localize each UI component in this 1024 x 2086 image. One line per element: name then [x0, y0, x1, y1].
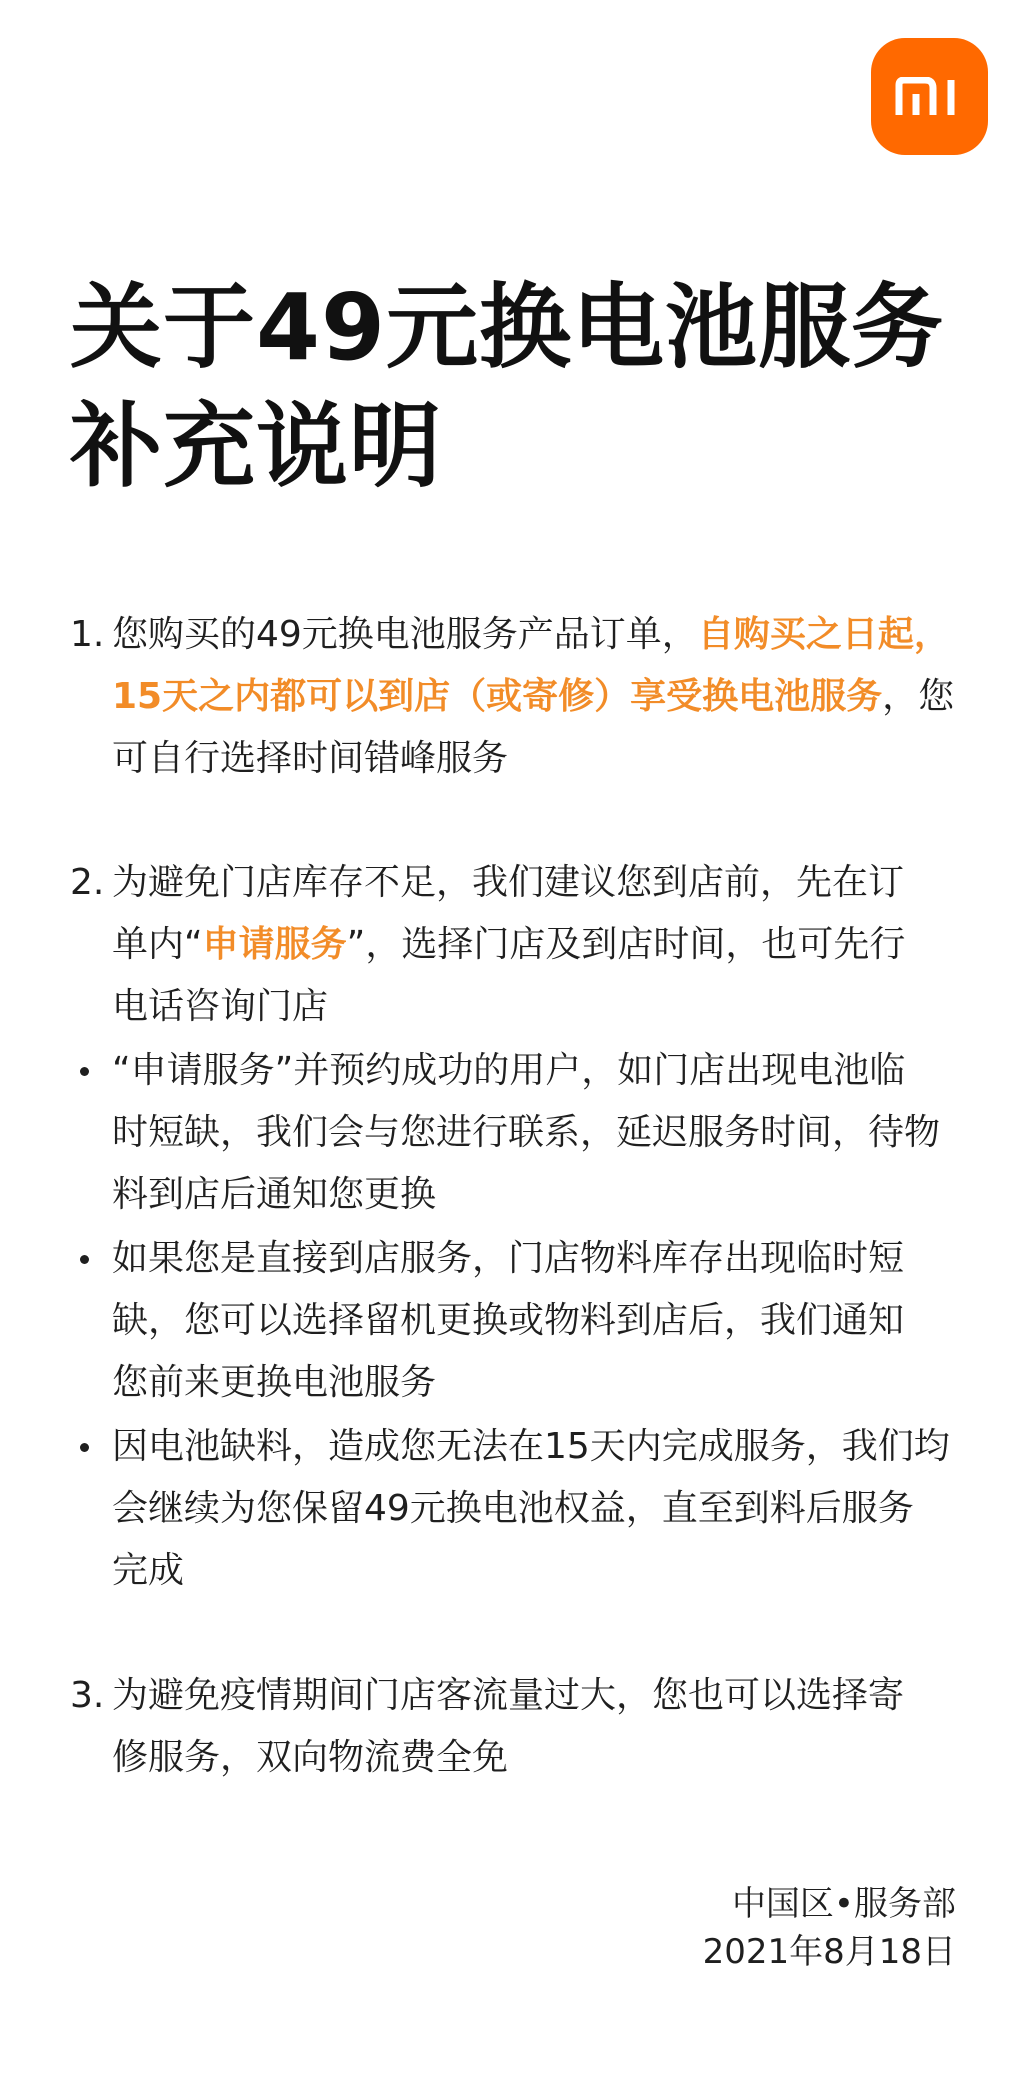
department-name: 中国区•服务部	[731, 1884, 956, 1924]
text-segment: 电话咨询门店	[112, 986, 329, 1027]
item-line	[112, 976, 992, 1038]
bullet-line: 因电池缺料，造成您无法在15天内完成服务，我们均	[112, 1426, 950, 1467]
highlight-text: 申请服务	[202, 924, 347, 965]
mi-logo-mark	[895, 77, 965, 117]
item-line	[112, 604, 992, 666]
item-line	[112, 666, 992, 728]
mi-logo	[871, 38, 988, 155]
bullet-line: 会继续为您保留49元换电池权益，直至到料后服务	[112, 1488, 914, 1529]
item-line	[112, 914, 992, 976]
highlight-text: 自购买之日起，	[697, 614, 950, 655]
item-line	[112, 1665, 992, 1727]
text-segment: 修服务，双向物流费全免	[112, 1737, 509, 1778]
item-line	[112, 728, 992, 790]
text-segment: 单内“	[112, 924, 203, 965]
text-segment: 为避免疫情期间门店客流量过大，您也可以选择寄	[112, 1675, 905, 1716]
item-line	[112, 1727, 992, 1789]
title-line-2: 补充说明	[70, 393, 443, 500]
page-title	[70, 268, 950, 506]
bullet-line: 时短缺，我们会与您进行联系，延迟服务时间，待物	[112, 1112, 941, 1153]
signature-block	[703, 1880, 956, 1976]
issue-date: 2021年8月18日	[702, 1932, 956, 1972]
item-text	[112, 604, 992, 790]
item-number: 3.	[70, 1675, 105, 1716]
text-segment: ”，选择门店及到店时间，也可先行	[346, 924, 906, 965]
item-number: 1.	[70, 614, 105, 655]
bullet-text	[112, 1040, 992, 1226]
bullet-dot	[80, 1255, 89, 1264]
bullet-text	[112, 1416, 992, 1602]
bullet-line: “申请服务”并预约成功的用户，如门店出现电池临	[112, 1050, 906, 1091]
title-line-1: 关于49元换电池服务	[70, 274, 945, 381]
text-segment: 为避免门店库存不足，我们建议您到店前，先在订	[112, 862, 905, 903]
bullet-line: 缺，您可以选择留机更换或物料到店后，我们通知	[112, 1300, 905, 1341]
text-segment: 可自行选择时间错峰服务	[112, 738, 509, 779]
highlight-text: 15天之内都可以到店（或寄修）享受换电池服务	[112, 676, 883, 717]
bullet-line: 如果您是直接到店服务，门店物料库存出现临时短	[112, 1238, 905, 1279]
bullet-line: 料到店后通知您更换	[112, 1174, 437, 1215]
item-number: 2.	[70, 862, 105, 903]
bullet-line: 完成	[112, 1550, 185, 1591]
bullet-text	[112, 1228, 992, 1414]
item-text	[112, 1665, 992, 1789]
item-line	[112, 852, 992, 914]
text-segment: 您购买的49元换电池服务产品订单，	[112, 614, 698, 655]
text-segment: ，您	[882, 676, 955, 717]
item-text	[112, 852, 992, 1038]
bullet-line: 您前来更换电池服务	[112, 1362, 437, 1403]
bullet-dot	[80, 1067, 89, 1076]
bullet-dot	[80, 1443, 89, 1452]
